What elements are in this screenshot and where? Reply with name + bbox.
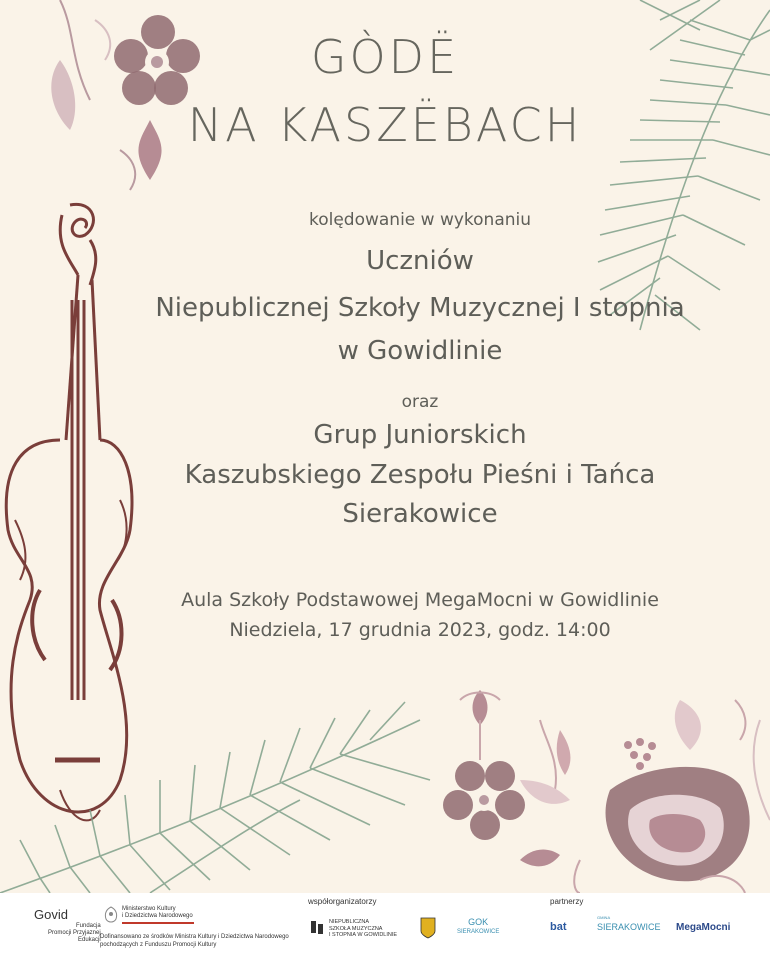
poster-title-line-2: NA KASZËBACH xyxy=(187,98,583,152)
conjunction-text: oraz xyxy=(401,392,439,412)
pine-bottom-left xyxy=(0,702,430,893)
music-school-logo: NIEPUBLICZNA SZKOŁA MUZYCZNA I STOPNIA W GOWIDLINIE xyxy=(329,919,398,938)
megamocni-logo: MegaMocni xyxy=(676,922,731,933)
partners-label: partnerzy xyxy=(550,897,584,906)
performer-line-1: Uczniów xyxy=(366,246,474,276)
ministry-eagle-icon xyxy=(102,905,120,927)
coorganizers-label: współorganizatorzy xyxy=(308,897,377,906)
performer-line-3: w Gowidlinie xyxy=(337,336,503,366)
performer-line-6: Sierakowice xyxy=(342,499,498,529)
sierakowice-logo-small: GMINA xyxy=(597,915,611,920)
funding-note: Dofinansowano ze środków Ministra Kultury i Dziedzictwa Narodowego pochodzących z Funduszu Promocji Kultury xyxy=(100,934,289,948)
bat-logo: bat xyxy=(550,921,567,933)
performer-line-4: Grup Juniorskich xyxy=(313,420,527,450)
flower-top-left xyxy=(51,0,200,190)
intro-text: kolędowanie w wykonaniu xyxy=(308,210,532,230)
ministry-logo-bar xyxy=(122,922,194,924)
venue-text: Aula Szkoły Podstawowej MegaMocni w Gowidlinie xyxy=(181,589,659,611)
poster-title-line-1: GÒDË xyxy=(310,30,460,84)
govid-logo: Govid xyxy=(34,907,68,922)
crest-icon xyxy=(420,917,436,939)
performer-line-5: Kaszubskiego Zespołu Pieśni i Tańca xyxy=(184,460,656,490)
ministry-logo: Ministerstwo Kultury i Dziedzictwa Narodowego xyxy=(122,906,193,919)
datetime-text: Niedziela, 17 grudnia 2023, godz. 14:00 xyxy=(229,619,611,641)
performer-line-2: Niepublicznej Szkoły Muzycznej I stopnia xyxy=(155,293,685,323)
flower-bottom-right xyxy=(443,690,770,893)
sierakowice-logo: SIERAKOWICE xyxy=(597,922,661,932)
music-school-logo-icon xyxy=(310,919,326,937)
gok-logo: GOK SIERAKOWICE xyxy=(457,917,500,935)
sponsors-footer xyxy=(0,893,770,962)
govid-subtitle: Fundacja Promocji Przyjaznej Edukacji xyxy=(48,923,101,943)
